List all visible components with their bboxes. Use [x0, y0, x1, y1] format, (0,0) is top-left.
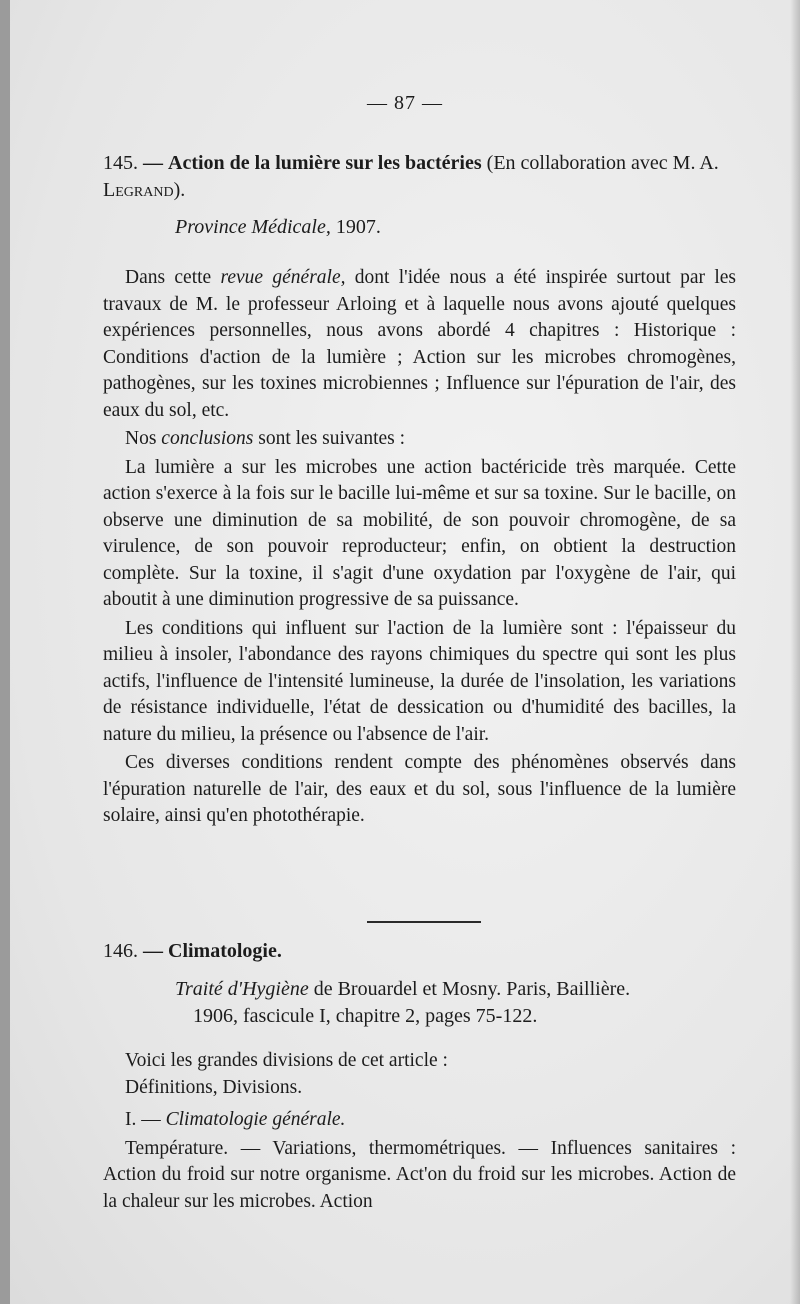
entry-146-title: Climatologie.	[168, 940, 282, 962]
p2-rest: sont les suivantes :	[253, 428, 406, 449]
entry-146-intro: Voici les grandes divisions de cet article :	[125, 1050, 448, 1071]
entry-145-collab-name: Legrand	[103, 179, 174, 201]
page-number: — 87 —	[367, 92, 443, 114]
section-title: Climatologie générale.	[165, 1109, 346, 1130]
entry-145-collab-close: ).	[173, 179, 186, 201]
entry-145-dash: —	[143, 152, 163, 174]
section-number: I. —	[125, 1109, 166, 1130]
entry-146-intro-2: Définitions, Divisions.	[125, 1076, 303, 1098]
p2-italic: conclusions	[161, 428, 254, 449]
entry-145-paragraph-2	[103, 426, 736, 453]
entry-145-paragraph-1	[103, 265, 736, 424]
entry-145-heading	[103, 150, 736, 204]
p1-rest: dont l'idée nous a été inspirée surtout par les travaux de M. le professeur Arloing et à laquelle nous avons ajouté quelques expériences personnelles, nous avons abordé 4 chapitres : Historique : Conditions d'action de la lumière ; Action sur les microbes chromogènes, pathogènes, sur les toxines microbiennes ; Influence sur l'épuration de l'air, des eaux du sol, etc.	[103, 267, 736, 421]
entry-146-source	[103, 976, 736, 1030]
entry-146-dash: —	[143, 940, 163, 962]
entry-146	[103, 938, 736, 1030]
entry-146-number: 146.	[103, 940, 138, 962]
p2-start: Nos	[125, 428, 162, 449]
entry-145-paragraph-3: La lumière a sur les microbes une action bactéricide très marquée. Cette action s'exerce à la fois sur le bacille lui-même et sur sa toxine. Sur le bacille, on observe une diminution de sa mobilité, de son pouvoir chromogène, de sa virulence, de son pouvoir reproducteur; enfin, on obtient la destruction complète. Sur la toxine, il s'agit d'une oxydation par l'oxygène de l'air, qui aboutit à une diminution progressive de sa puissance.	[103, 456, 736, 610]
entry-145-title: Action de la lumière sur les bactéries	[168, 152, 482, 174]
p1-italic: revue générale,	[220, 267, 346, 288]
entry-145-source-year: 1907.	[330, 216, 381, 238]
entry-145-paragraph-4: Les conditions qui influent sur l'action de la lumière sont : l'épaisseur du milieu à insoler, l'abondance des rayons chimiques du spectre qui sont les plus actifs, l'influence de l'intensité lumineuse, la durée de l'insolation, les variations de résistance individuelle, l'état de dessication ou d'humidité des bacilles, la nature du milieu, la présence ou l'absence de l'air.	[103, 617, 736, 745]
entry-146-body	[103, 1048, 736, 1215]
page-edge-shadow	[790, 0, 800, 1304]
entry-145	[103, 150, 736, 241]
entry-145-source	[103, 214, 736, 241]
entry-145-collab-open: (En collaboration avec M. A.	[486, 152, 719, 174]
entry-146-source-rest: de Brouardel et Mosny. Paris, Baillière.	[308, 978, 631, 1000]
entry-146-source-book: Traité d'Hygiène	[175, 978, 309, 1000]
p1-start: Dans cette	[125, 267, 221, 288]
entry-145-source-journal: Province Médicale,	[175, 216, 331, 238]
entry-145-body	[103, 265, 736, 830]
entry-146-heading	[103, 938, 736, 965]
scanned-page	[10, 0, 800, 1304]
entry-146-section-heading	[103, 1107, 736, 1134]
entry-146-paragraph-last: Température. — Variations, thermométriques. — Influences sanitaires : Action du froid sur notre organisme. Act'on du froid sur les microbes. Action de la chaleur sur les microbes. Action	[103, 1137, 736, 1212]
section-divider	[367, 921, 481, 923]
entry-146-source-line2: 1906, fascicule I, chapitre 2, pages 75-122.	[193, 1005, 538, 1027]
entry-145-number: 145.	[103, 152, 138, 174]
entry-145-paragraph-5: Ces diverses conditions rendent compte des phénomènes observés dans l'épuration naturelle de l'air, des eaux et du sol, sous l'influence de la lumière solaire, ainsi qu'en photothérapie.	[103, 752, 736, 826]
